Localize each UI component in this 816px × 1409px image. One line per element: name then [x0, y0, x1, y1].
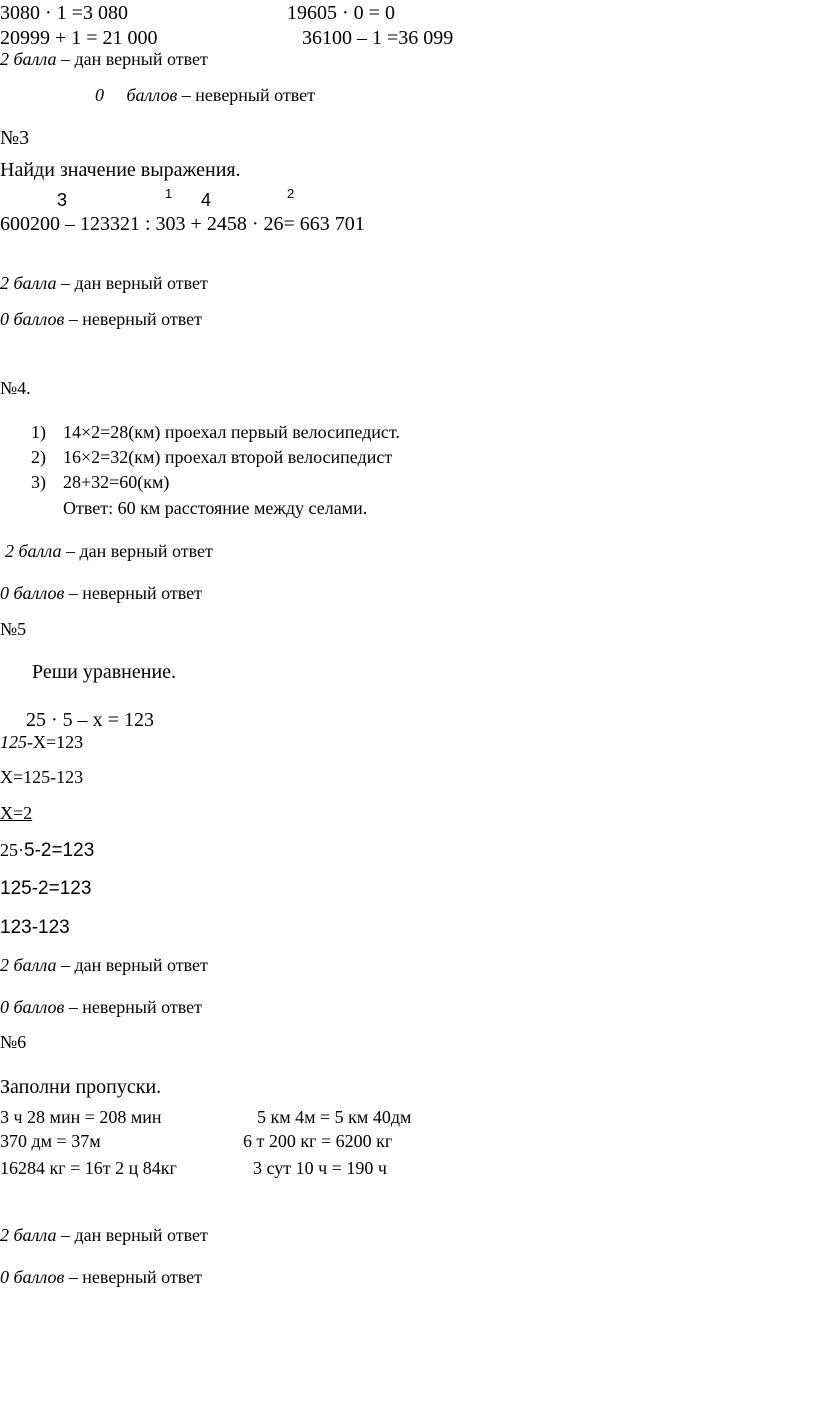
equation-36100: 36100 – 1 =36 099: [302, 27, 454, 49]
score-description: – дан верный ответ: [56, 1225, 208, 1245]
score-incorrect: [0, 1268, 202, 1286]
score-correct: [0, 1226, 208, 1244]
step-text: 14×2=28(км) проехал первый велосипедист.: [63, 422, 400, 442]
conversion-left: 370 дм = 37м: [0, 1131, 101, 1151]
score-points: 2 балла: [5, 541, 62, 561]
score-incorrect: [0, 584, 202, 602]
score-description: – дан верный ответ: [56, 49, 208, 69]
score-description: – дан верный ответ: [56, 273, 208, 293]
score-points: 0 баллов: [0, 309, 65, 329]
task3-prompt: Найди значение выражения.: [0, 159, 241, 181]
score-points: 2 балла: [0, 273, 57, 293]
score-correct: [5, 542, 213, 560]
task5-heading: №5: [0, 619, 27, 639]
score-incorrect: [0, 310, 202, 328]
solution-result: Х=2: [0, 803, 33, 823]
task6-heading: №6: [0, 1032, 27, 1052]
order-mark-4: 4: [201, 190, 212, 210]
equation-20999: 20999 + 1 = 21 000: [0, 27, 158, 49]
score-points: 2 балла: [0, 49, 57, 69]
step-text: 28+32=60(км): [63, 472, 170, 492]
score-points: 0 баллов: [0, 1267, 65, 1287]
order-mark-1: 1: [165, 186, 173, 201]
conversion-left: 16284 кг = 16т 2 ц 84кг: [0, 1158, 177, 1178]
score-description: – неверный ответ: [64, 997, 203, 1017]
equation-3080: 3080 · 1 =3 080: [0, 2, 128, 24]
check-line: [0, 841, 94, 860]
conversion-left: 3 ч 28 мин = 208 мин: [0, 1107, 162, 1127]
order-mark-3: 3: [57, 190, 68, 210]
check-rest: 5-2=123: [24, 840, 95, 861]
task6-prompt: Заполни пропуски.: [0, 1076, 162, 1098]
score-description: – дан верный ответ: [56, 955, 208, 975]
conversion-right: 3 сут 10 ч = 190 ч: [253, 1158, 387, 1178]
solution-term: 125: [0, 732, 27, 752]
score-correct: [0, 50, 208, 68]
conversion-right: 5 км 4м = 5 км 40дм: [257, 1107, 412, 1127]
score-correct: [0, 956, 208, 974]
score-incorrect: [0, 998, 202, 1016]
step-number: 3): [31, 472, 46, 492]
step-text: 16×2=32(км) проехал второй велосипедист: [63, 447, 393, 467]
score-points: 2 балла: [0, 1225, 57, 1245]
conversion-right: 6 т 200 кг = 6200 кг: [243, 1131, 393, 1151]
score-description: – дан верный ответ: [61, 541, 213, 561]
check-prefix: 25·: [0, 840, 24, 860]
score-points: 2 балла: [0, 955, 57, 975]
score-correct: [0, 274, 208, 292]
task3-heading: №3: [0, 127, 30, 149]
score-description: – неверный ответ: [64, 1267, 203, 1287]
task4-answer: Ответ: 60 км расстояние между селами.: [63, 498, 368, 518]
task5-equation: 25 · 5 – х = 123: [26, 709, 154, 731]
score-description: – неверный ответ: [64, 583, 203, 603]
solution-line: [0, 733, 83, 751]
task3-expression: 600200 – 123321 : 303 + 2458 · 26= 663 701: [0, 213, 365, 235]
equation-19605: 19605 · 0 = 0: [287, 2, 395, 24]
score-points: 0 баллов: [95, 85, 178, 105]
order-mark-2: 2: [287, 186, 295, 201]
score-description: – неверный ответ: [177, 85, 316, 105]
solution-rest: -Х=123: [27, 732, 84, 752]
score-description: – неверный ответ: [64, 309, 203, 329]
step-number: 2): [31, 447, 46, 467]
score-incorrect: [95, 86, 315, 104]
score-points: 0 баллов: [0, 583, 65, 603]
step-number: 1): [31, 422, 46, 442]
task5-prompt: Реши уравнение.: [32, 661, 177, 683]
task4-heading: №4.: [0, 378, 31, 398]
check-line: 125-2=123: [0, 878, 92, 899]
score-points: 0 баллов: [0, 997, 65, 1017]
check-line: 123-123: [0, 917, 70, 938]
solution-line: Х=125-123: [0, 767, 84, 787]
